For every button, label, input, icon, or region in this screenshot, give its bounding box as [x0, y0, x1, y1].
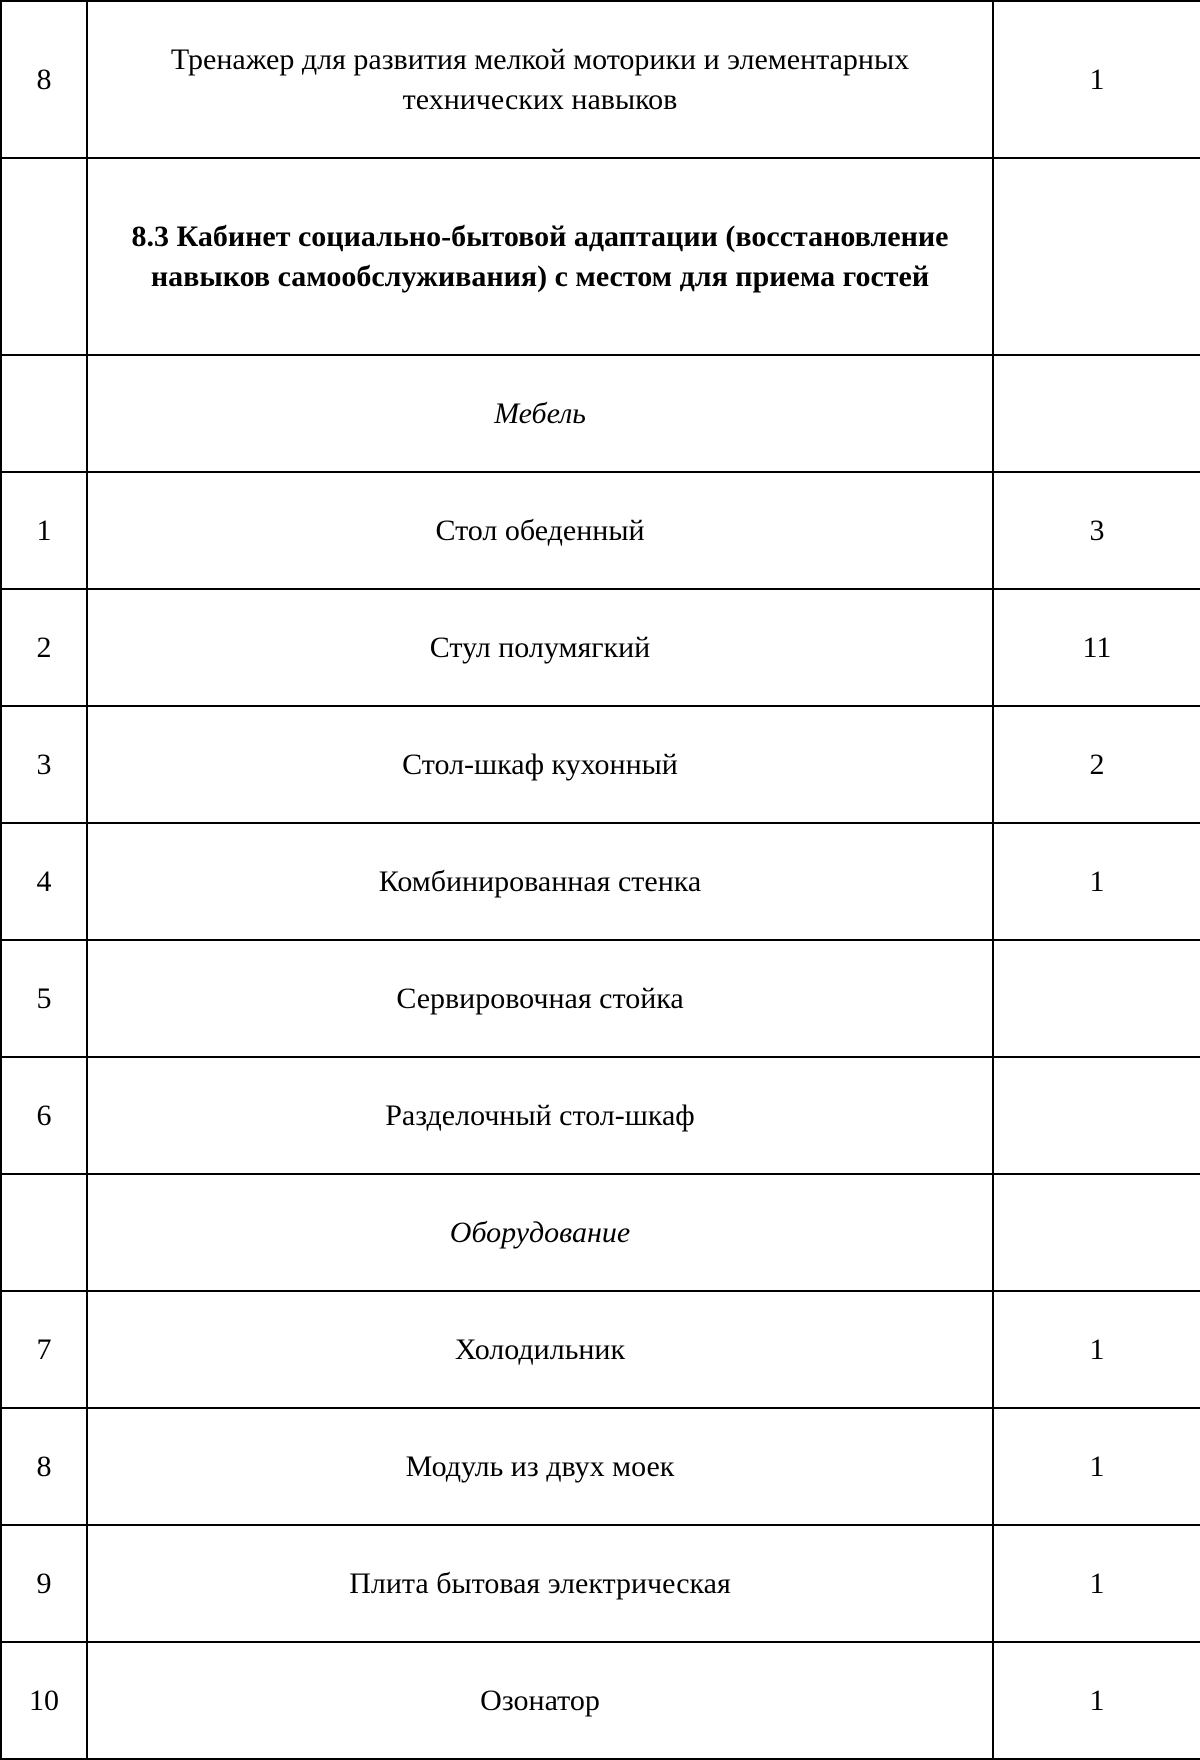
table-row: [1, 1057, 1200, 1174]
item-name: Стол-шкаф кухонный: [87, 706, 993, 823]
item-quantity: 1: [993, 1291, 1200, 1408]
row-number: 5: [1, 940, 87, 1057]
item-name: Стул полумягкий: [87, 589, 993, 706]
table-row: [1, 1408, 1200, 1525]
section-heading: [87, 158, 993, 355]
row-number: 8: [1, 1408, 87, 1525]
item-name: Сервировочная стойка: [87, 940, 993, 1057]
table-row: [1, 1642, 1200, 1759]
row-number: 7: [1, 1291, 87, 1408]
item-quantity: 1: [993, 823, 1200, 940]
item-quantity: 1: [993, 1408, 1200, 1525]
item-quantity: 11: [993, 589, 1200, 706]
row-number: 8: [1, 1, 87, 158]
item-name: Комбинированная стенка: [87, 823, 993, 940]
row-number: 3: [1, 706, 87, 823]
item-name: Плита бытовая электрическая: [87, 1525, 993, 1642]
table-row: [1, 589, 1200, 706]
item-quantity: [993, 940, 1200, 1057]
item-quantity: [993, 355, 1200, 472]
row-number: 1: [1, 472, 87, 589]
table-row: [1, 1525, 1200, 1642]
item-quantity: [993, 1057, 1200, 1174]
item-name-text: Тренажер для развития мелкой моторики и элементарных технических навыков: [170, 42, 910, 116]
item-name: Озонатор: [87, 1642, 993, 1759]
table-row-category: [1, 355, 1200, 472]
category-label: Мебель: [87, 355, 993, 472]
table-row-section: [1, 158, 1200, 355]
item-quantity: [993, 1174, 1200, 1291]
row-number: [1, 158, 87, 355]
item-name: Модуль из двух моек: [87, 1408, 993, 1525]
row-number: [1, 1174, 87, 1291]
row-number: 9: [1, 1525, 87, 1642]
row-number: 10: [1, 1642, 87, 1759]
table-row: [1, 706, 1200, 823]
item-name: Разделочный стол-шкаф: [87, 1057, 993, 1174]
item-name: Стол обеденный: [87, 472, 993, 589]
category-label: Оборудование: [87, 1174, 993, 1291]
item-quantity: 1: [993, 1525, 1200, 1642]
item-quantity: [993, 158, 1200, 355]
row-number: 2: [1, 589, 87, 706]
row-number: 6: [1, 1057, 87, 1174]
row-number: 4: [1, 823, 87, 940]
table-row: [1, 940, 1200, 1057]
item-quantity: 3: [993, 472, 1200, 589]
table-row: [1, 1291, 1200, 1408]
item-quantity: 1: [993, 1642, 1200, 1759]
section-heading-text: 8.3 Кабинет социально-бытовой адаптации (восстановление навыков самообслуживания) с местом для приема гостей: [131, 219, 949, 293]
table-row: [1, 823, 1200, 940]
table-row: [1, 472, 1200, 589]
item-quantity: 1: [993, 1, 1200, 158]
table-row-category: [1, 1174, 1200, 1291]
item-name: [87, 1, 993, 158]
item-quantity: 2: [993, 706, 1200, 823]
table-row: [1, 1, 1200, 158]
row-number: [1, 355, 87, 472]
item-name: Холодильник: [87, 1291, 993, 1408]
